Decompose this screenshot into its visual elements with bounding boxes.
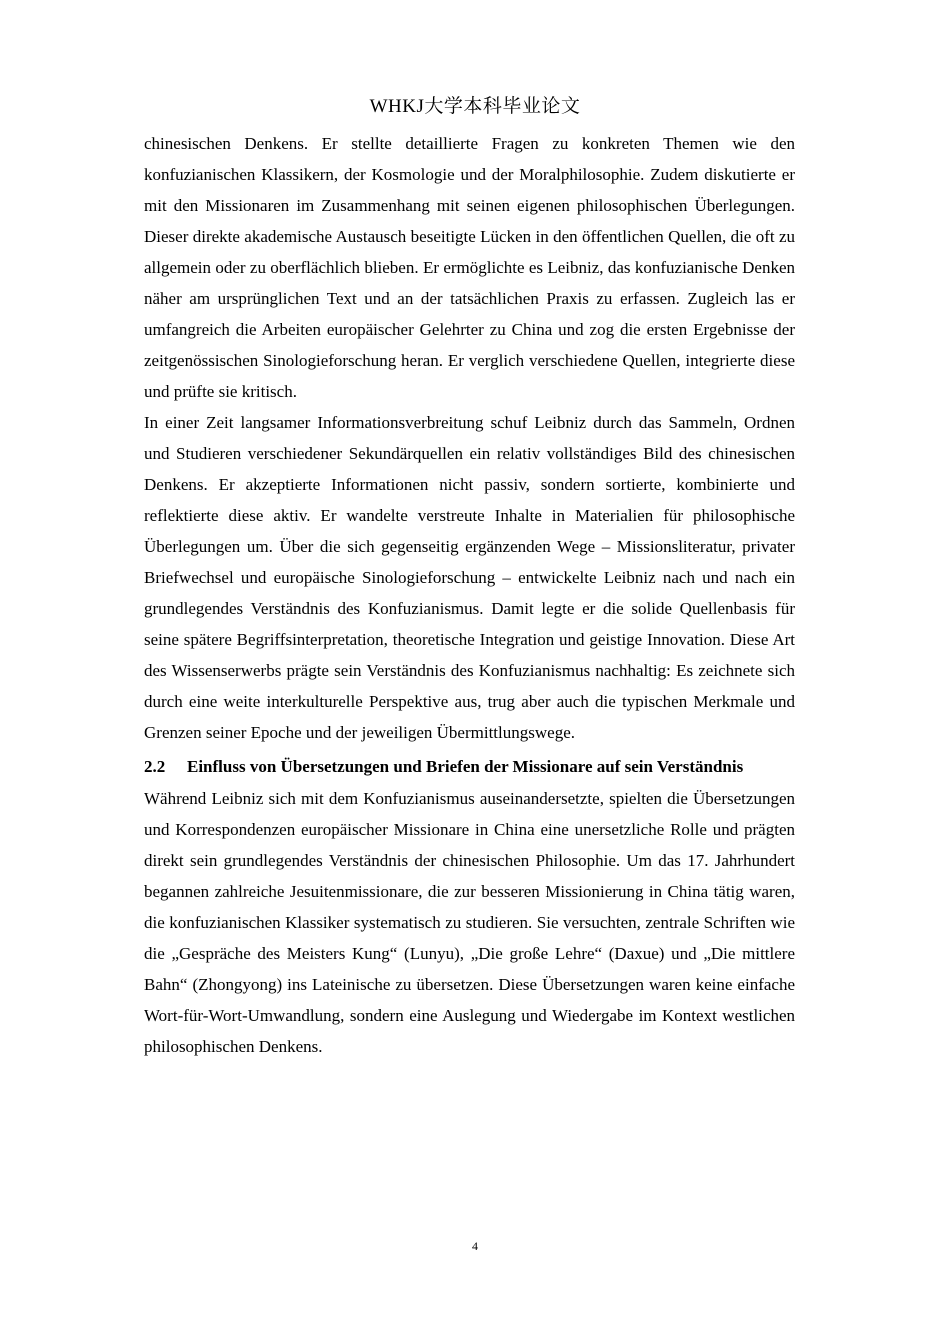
body-paragraph: Während Leibniz sich mit dem Konfuzianismus auseinandersetzte, spielten die Übersetzungen und Korrespondenzen europäischer Missionare in China eine unersetzliche Rolle und prägten direkt sein grundlegendes Verständnis der chinesischen Philosophie. Um das 17. Jahrhundert begannen zahlreiche Jesuitenmissionare, die zur besseren Missionierung in China tätig waren, die konfuzianischen Klassiker systematisch zu studieren. Sie versuchten, zentrale Schriften wie die „Gespräche des Meisters Kung“ (Lunyu), „Die große Lehre“ (Daxue) und „Die mittlere Bahn“ (Zhongyong) ins Lateinische zu übersetzen. Diese Übersetzungen waren keine einfache Wort-für-Wort-Umwandlung, sondern eine Auslegung und Wiedergabe im Kontext westlichen philosophischen Denkens. <box>144 789 795 1056</box>
document-body <box>144 128 795 1062</box>
body-paragraph: chinesischen Denkens. Er stellte detaillierte Fragen zu konkreten Themen wie den konfuzianischen Klassikern, der Kosmologie und der Moralphilosophie. Zudem diskutierte er mit den Missionaren im Zusammenhang mit seinen eigenen philosophischen Überlegungen. Dieser direkte akademische Austausch beseitigte Lücken in den öffentlichen Quellen, die oft zu allgemein oder zu oberflächlich blieben. Er ermöglichte es Leibniz, das konfuzianische Denken näher am ursprünglichen Text und an der tatsächlichen Praxis zu erfassen. Zugleich las er umfangreich die Arbeiten europäischer Gelehrter zu China und zog die ersten Ergebnisse der zeitgenössischen Sinologieforschung heran. Er verglich verschiedene Quellen, integrierte diese und prüfte sie kritisch. <box>144 134 795 401</box>
section-heading <box>144 750 795 783</box>
section-title: Einfluss von Übersetzungen und Briefen der Missionare auf sein Verständnis <box>187 757 744 776</box>
page-number: 4 <box>472 1239 478 1253</box>
section-number: 2.2 <box>144 757 166 776</box>
page-header: WHKJ大学本科毕业论文 <box>369 96 581 117</box>
body-paragraph: In einer Zeit langsamer Informationsverbreitung schuf Leibniz durch das Sammeln, Ordnen und Studieren verschiedener Sekundärquellen ein relativ vollständiges Bild des chinesischen Denkens. Er akzeptierte Informationen nicht passiv, sondern sortierte, kombinierte und reflektierte diese aktiv. Er wandelte verstreute Inhalte in Materialien für philosophische Überlegungen um. Über die sich gegenseitig ergänzenden Wege – Missionsliteratur, privater Briefwechsel und europäische Sinologieforschung – entwickelte Leibniz nach und nach ein grundlegendes Verständnis des Konfuzianismus. Damit legte er die solide Quellenbasis für seine spätere Begriffsinterpretation, theoretische Integration und geistige Innovation. Diese Art des Wissenserwerbs prägte sein Verständnis des Konfuzianismus nachhaltig: Es zeichnete sich durch eine weite interkulturelle Perspektive aus, trug aber auch die typischen Merkmale und Grenzen seiner Epoche und der jeweiligen Übermittlungswege. <box>144 413 795 742</box>
